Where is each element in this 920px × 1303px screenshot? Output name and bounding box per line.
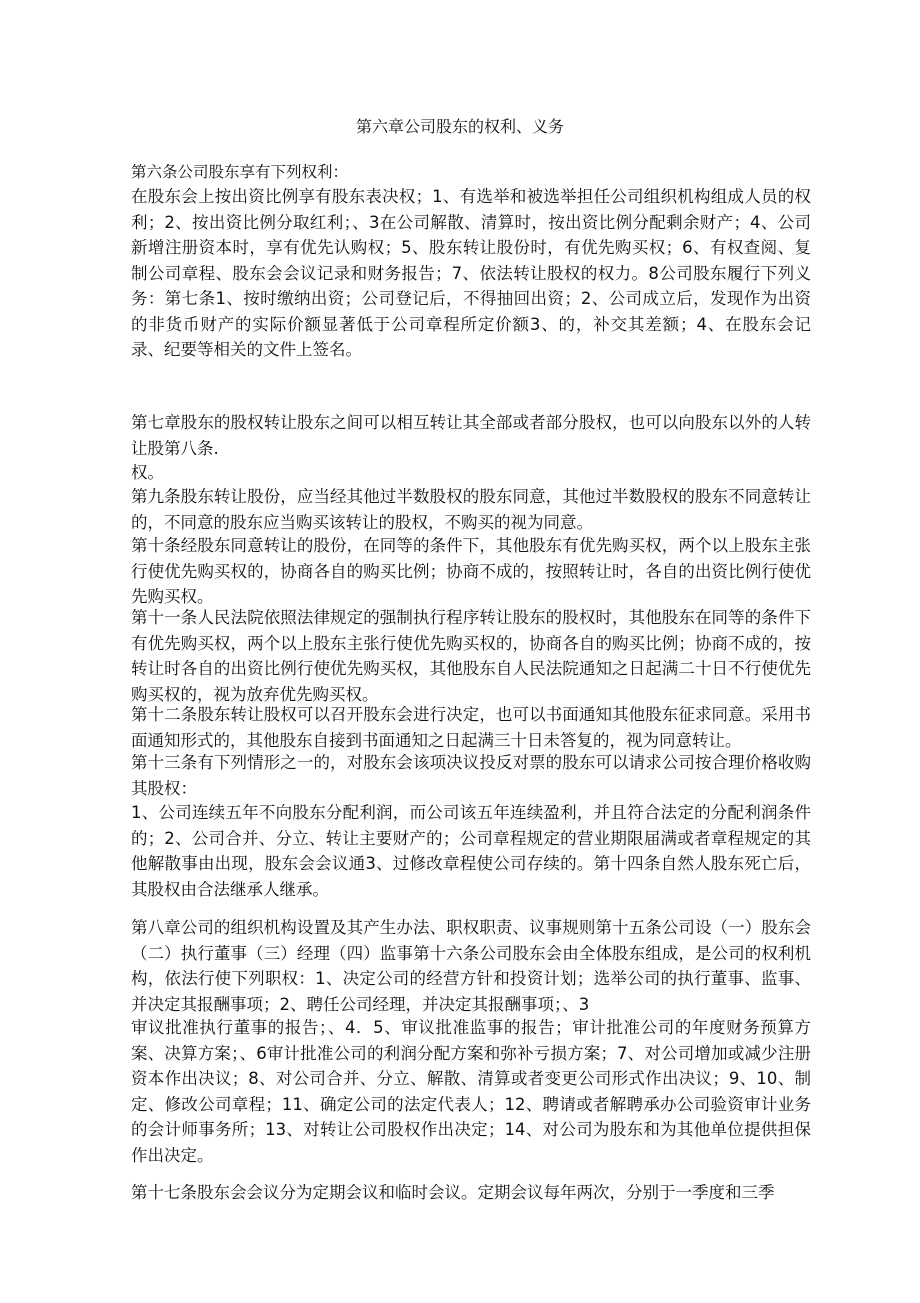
article-12: 第十二条股东转让股权可以召开股东会进行决定，也可以书面通知其他股东征求同意。采用书面通知形式的，其他股东自接到书面通知之日起满三十日未答复的，视为同意转让。 xyxy=(131,705,811,750)
article-13-items: 1、公司连续五年不向股东分配利润，而公司该五年连续盈利，并且符合法定的分配利润条件的；2、公司合并、分立、转让主要财产的；公司章程规定的营业期限届满或者章程规定的其他解散事由出现，股东会会议通3、过修改章程使公司存续的。第十四条自然人股东死亡后，其股权由合法继承人继承。 xyxy=(131,803,811,899)
chapter-8-part-b: 审议批准执行董事的报告；、4．5、审议批准监事的报告；审计批准公司的年度财务预算方案、决算方案；、6审计批准公司的利润分配方案和弥补亏损方案；7、对公司增加或减少注册资本作出决议；8、对公司合并、分立、解散、清算或者变更公司形式作出决议；9、10、制定、修改公司章程；11、确定公司的法定代表人；12、聘请或者解聘承办公司验资审计业务的会计师事务所；13、对转让公司股权作出决定；14、对公司为股东和为其他单位提供担保作出决定。 xyxy=(131,1018,811,1165)
article-6-heading: 第六条公司股东享有下列权利： xyxy=(131,163,349,181)
chapter-6-title: 第六章公司股东的权利、义务 xyxy=(355,117,564,136)
article-10: 第十条经股东同意转让的股份，在同等的条件下，其他股东有优先购买权，两个以上股东主张行使优先购买权的，协商各自的购买比例；协商不成的，按照转让时，各自的出资比例行使优先购买权。 xyxy=(131,536,811,606)
article-6-body: 在股东会上按出资比例享有股东表决权；1、有选举和被选举担任公司组织机构组成人员的权利；2、按出资比例分取红利；、3在公司解散、清算时，按出资比例分配剩余财产；4、公司新增注册资本时，享有优先认购权；5、股东转让股份时，有优先购买权；6、有权查阅、复制公司章程、股东会会议记录和财务报告；7、依法转让股权的权力。8公司股东履行下列义务：第七条1、按时缴纳出资；公司登记后，不得抽回出资；2、公司成立后，发现作为出资的非货币财产的实际价额显著低于公司章程所定价额3、的，补交其差额；4、在股东会记录、纪要等相关的文件上签名。 xyxy=(131,187,811,359)
article-13: 第十三条有下列情形之一的，对股东会该项决议投反对票的股东可以请求公司按合理价格收购其股权： xyxy=(131,753,811,798)
chapter-7-quan: 权。 xyxy=(131,463,164,482)
chapter-7-intro: 第七章股东的股权转让股东之间可以相互转让其全部或者部分股权，也可以向股东以外的人转让股第八条. xyxy=(131,413,811,458)
chapter-8-part-a: 第八章公司的组织机构设置及其产生办法、职权职责、议事规则第十五条公司设（一）股东会（二）执行董事（三）经理（四）监事第十六条公司股东会由全体股东组成，是公司的权利机构，依法行使下列职权：1、决定公司的经营方针和投资计划；选举公司的执行董事、监事、并决定其报酬事项；2、聘任公司经理，并决定其报酬事项；、3 xyxy=(131,918,811,1014)
article-11: 第十一条人民法院依照法律规定的强制执行程序转让股东的股权时，其他股东在同等的条件下有优先购买权，两个以上股东主张行使优先购买权的，协商各自的购买比例；协商不成的，按转让时各自的出资比例行使优先购买权，其他股东自人民法院通知之日起满二十日不行使优先购买权的，视为放弃优先购买权。 xyxy=(131,608,811,704)
article-9: 第九条股东转让股份，应当经其他过半数股权的股东同意，其他过半数股权的股东不同意转让的，不同意的股东应当购买该转让的股权，不购买的视为同意。 xyxy=(131,487,811,532)
article-17: 第十七条股东会会议分为定期会议和临时会议。定期会议每年两次，分别于一季度和三季 xyxy=(131,1183,775,1202)
